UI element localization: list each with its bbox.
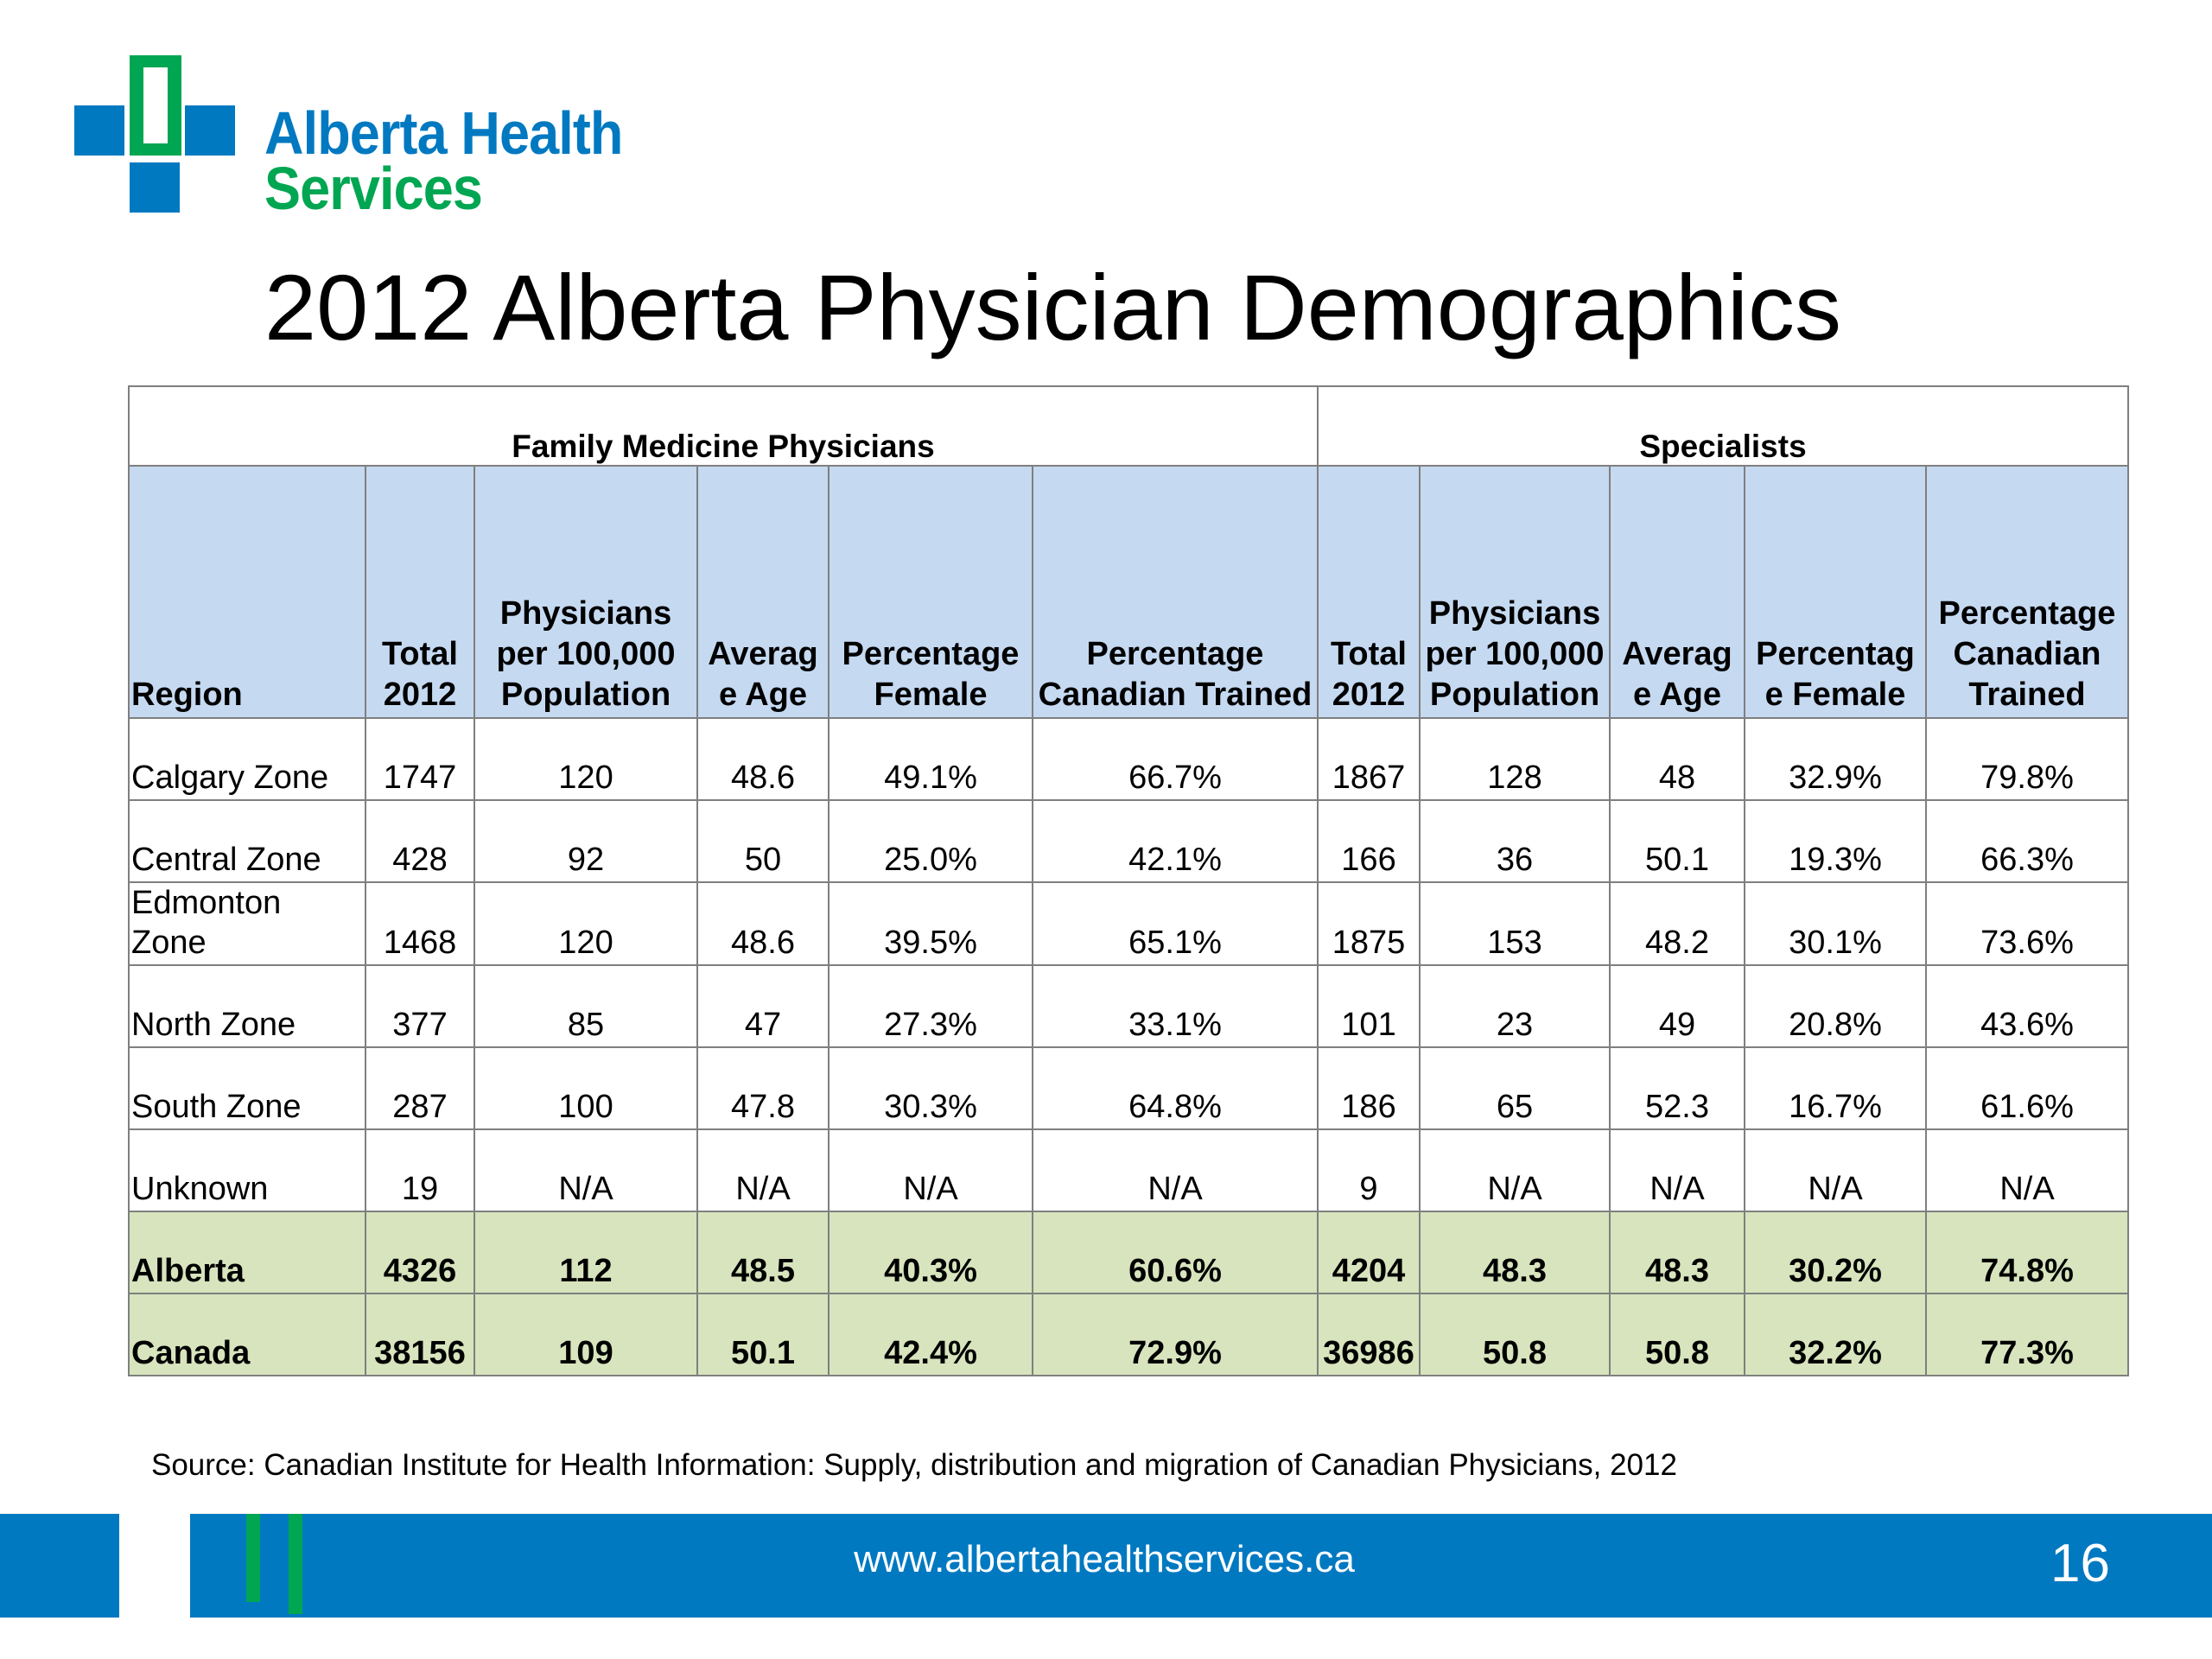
specialist-value-cell: 65 <box>1420 1047 1610 1129</box>
table-row <box>129 718 2128 800</box>
demographics-table-container <box>128 385 2129 1376</box>
region-label: Calgary Zone <box>131 760 329 796</box>
specialist-value-cell: 9 <box>1318 1129 1420 1211</box>
family-value-cell: 1747 <box>365 718 474 800</box>
region-cell <box>129 1211 365 1294</box>
family-value-cell: 25.0% <box>829 800 1033 882</box>
family-value-cell: 40.3% <box>829 1211 1033 1294</box>
family-value-cell: 33.1% <box>1033 965 1318 1047</box>
specialist-value-cell: 23 <box>1420 965 1610 1047</box>
table-row <box>129 1129 2128 1211</box>
header-line: Percentage <box>842 636 1020 672</box>
region-cell <box>129 800 365 882</box>
family-value-cell: 64.8% <box>1033 1047 1318 1129</box>
footer-website-link[interactable]: www.albertahealthservices.ca <box>854 1538 1355 1580</box>
family-value-cell: N/A <box>829 1129 1033 1211</box>
ahs-logo-icon <box>74 55 238 213</box>
specialist-value-cell: 49 <box>1610 965 1745 1047</box>
header-line: Population <box>500 677 671 713</box>
family-value-cell: 50.1 <box>697 1294 829 1376</box>
header-line: Physicians <box>499 595 672 632</box>
specialist-percent-canadian-trained-header <box>1926 466 2128 718</box>
family-value-cell: 50 <box>697 800 829 882</box>
header-line: Trained <box>1968 677 2086 713</box>
header-line: Total <box>382 636 458 672</box>
family-value-cell: 27.3% <box>829 965 1033 1047</box>
specialist-value-cell: N/A <box>1610 1129 1745 1211</box>
family-value-cell: 30.3% <box>829 1047 1033 1129</box>
header-line: Percentage <box>1938 595 2116 632</box>
table-row <box>129 1294 2128 1376</box>
family-value-cell: 42.4% <box>829 1294 1033 1376</box>
family-value-cell: 428 <box>365 800 474 882</box>
family-value-cell: 377 <box>365 965 474 1047</box>
header-line: 2012 <box>1332 677 1406 713</box>
family-value-cell: 4326 <box>365 1211 474 1294</box>
specialist-value-cell: 48.3 <box>1420 1211 1610 1294</box>
region-label: Central Zone <box>131 842 321 878</box>
specialist-value-cell: 20.8% <box>1745 965 1926 1047</box>
region-column-header: Region <box>129 466 365 718</box>
header-line: e Age <box>718 677 808 713</box>
demographics-table <box>128 385 2129 1376</box>
family-total-header <box>365 466 474 718</box>
specialist-value-cell: 50.1 <box>1610 800 1745 882</box>
source-note: Source: Canadian Institute for Health Information: Supply, distribution and migration of Canadian Physicians, 2012 <box>151 1448 1677 1482</box>
family-value-cell: 100 <box>474 1047 697 1129</box>
specialist-value-cell: 32.9% <box>1745 718 1926 800</box>
specialist-value-cell: 52.3 <box>1610 1047 1745 1129</box>
region-label: Unknown <box>131 1171 269 1207</box>
header-line: Percentage <box>1086 636 1264 672</box>
family-value-cell: 72.9% <box>1033 1294 1318 1376</box>
family-value-cell: 38156 <box>365 1294 474 1376</box>
brand-name-line1: Alberta Health <box>264 99 623 167</box>
family-value-cell: 112 <box>474 1211 697 1294</box>
specialist-value-cell: N/A <box>1420 1129 1610 1211</box>
region-label: North Zone <box>131 1007 296 1043</box>
specialist-value-cell: 4204 <box>1318 1211 1420 1294</box>
header-line: Canadian Trained <box>1038 677 1313 713</box>
header-line: per 100,000 <box>496 636 676 672</box>
header-line: Percentag <box>1756 636 1915 672</box>
family-value-cell: 65.1% <box>1033 882 1318 965</box>
table-row <box>129 965 2128 1047</box>
specialist-value-cell: 61.6% <box>1926 1047 2128 1129</box>
family-value-cell: 85 <box>474 965 697 1047</box>
family-value-cell: 47 <box>697 965 829 1047</box>
specialist-value-cell: 66.3% <box>1926 800 2128 882</box>
slide-title: 2012 Alberta Physician Demographics <box>264 255 1842 359</box>
specialist-value-cell: 1875 <box>1318 882 1420 965</box>
header-line: Total <box>1331 636 1407 672</box>
specialist-average-age-header <box>1610 466 1745 718</box>
family-value-cell: N/A <box>1033 1129 1318 1211</box>
family-percent-female-header <box>829 466 1033 718</box>
specialist-value-cell: 1867 <box>1318 718 1420 800</box>
specialist-value-cell: 73.6% <box>1926 882 2128 965</box>
specialists-group-header: Specialists <box>1318 386 2128 466</box>
header-line: per 100,000 <box>1425 636 1605 672</box>
header-line: Canadian <box>1953 636 2101 672</box>
page-number: 16 <box>2050 1534 2110 1593</box>
specialist-value-cell: 48.3 <box>1610 1211 1745 1294</box>
family-per-100k-header <box>474 466 697 718</box>
family-value-cell: 47.8 <box>697 1047 829 1129</box>
region-cell <box>129 882 365 965</box>
specialist-value-cell: 79.8% <box>1926 718 2128 800</box>
region-cell <box>129 965 365 1047</box>
family-value-cell: 287 <box>365 1047 474 1129</box>
specialist-value-cell: 101 <box>1318 965 1420 1047</box>
header-line: 2012 <box>383 677 457 713</box>
specialist-value-cell: 48.2 <box>1610 882 1745 965</box>
family-value-cell: 48.6 <box>697 882 829 965</box>
region-label: Zone <box>131 925 207 961</box>
table-row <box>129 882 2128 965</box>
specialist-value-cell: 50.8 <box>1610 1294 1745 1376</box>
table-row <box>129 800 2128 882</box>
region-label: South Zone <box>131 1089 302 1125</box>
family-value-cell: 92 <box>474 800 697 882</box>
brand-name-line2: Services <box>264 155 483 222</box>
specialist-per-100k-header <box>1420 466 1610 718</box>
region-cell <box>129 1294 365 1376</box>
specialist-value-cell: 16.7% <box>1745 1047 1926 1129</box>
specialist-value-cell: 153 <box>1420 882 1610 965</box>
family-percent-canadian-trained-header <box>1033 466 1318 718</box>
family-value-cell: 39.5% <box>829 882 1033 965</box>
family-value-cell: 49.1% <box>829 718 1033 800</box>
family-value-cell: 1468 <box>365 882 474 965</box>
specialist-total-header <box>1318 466 1420 718</box>
specialist-value-cell: 74.8% <box>1926 1211 2128 1294</box>
header-line: Female <box>874 677 988 713</box>
region-label: Alberta <box>131 1253 245 1289</box>
family-value-cell: 66.7% <box>1033 718 1318 800</box>
family-value-cell: 48.5 <box>697 1211 829 1294</box>
region-cell <box>129 718 365 800</box>
specialist-value-cell: 50.8 <box>1420 1294 1610 1376</box>
specialist-value-cell: 30.2% <box>1745 1211 1926 1294</box>
table-row <box>129 1211 2128 1294</box>
family-value-cell: N/A <box>474 1129 697 1211</box>
family-value-cell: 109 <box>474 1294 697 1376</box>
specialist-value-cell: 186 <box>1318 1047 1420 1129</box>
specialist-value-cell: 36986 <box>1318 1294 1420 1376</box>
family-value-cell: 19 <box>365 1129 474 1211</box>
family-group-header: Family Medicine Physicians <box>129 386 1318 466</box>
header-line: Averag <box>708 636 818 672</box>
header-line: e Age <box>1632 677 1722 713</box>
specialist-value-cell: 77.3% <box>1926 1294 2128 1376</box>
family-value-cell: 48.6 <box>697 718 829 800</box>
header-line: e Female <box>1764 677 1906 713</box>
family-average-age-header <box>697 466 829 718</box>
region-label: Edmonton <box>131 885 282 921</box>
table-row <box>129 1047 2128 1129</box>
family-value-cell: 42.1% <box>1033 800 1318 882</box>
family-value-cell: 120 <box>474 882 697 965</box>
region-cell <box>129 1047 365 1129</box>
footer-bar <box>0 1514 2212 1618</box>
region-cell <box>129 1129 365 1211</box>
specialist-value-cell: 48 <box>1610 718 1745 800</box>
header-line: Population <box>1429 677 1600 713</box>
family-value-cell: N/A <box>697 1129 829 1211</box>
header-line: Averag <box>1622 636 1732 672</box>
header-line: Physicians <box>1428 595 1601 632</box>
specialist-value-cell: 166 <box>1318 800 1420 882</box>
specialist-value-cell: 32.2% <box>1745 1294 1926 1376</box>
specialist-value-cell: 43.6% <box>1926 965 2128 1047</box>
region-label: Canada <box>131 1335 251 1371</box>
specialist-value-cell: 19.3% <box>1745 800 1926 882</box>
family-value-cell: 60.6% <box>1033 1211 1318 1294</box>
family-value-cell: 120 <box>474 718 697 800</box>
specialist-value-cell: 30.1% <box>1745 882 1926 965</box>
specialist-value-cell: N/A <box>1926 1129 2128 1211</box>
specialist-value-cell: 128 <box>1420 718 1610 800</box>
specialist-value-cell: N/A <box>1745 1129 1926 1211</box>
specialist-percent-female-header <box>1745 466 1926 718</box>
specialist-value-cell: 36 <box>1420 800 1610 882</box>
